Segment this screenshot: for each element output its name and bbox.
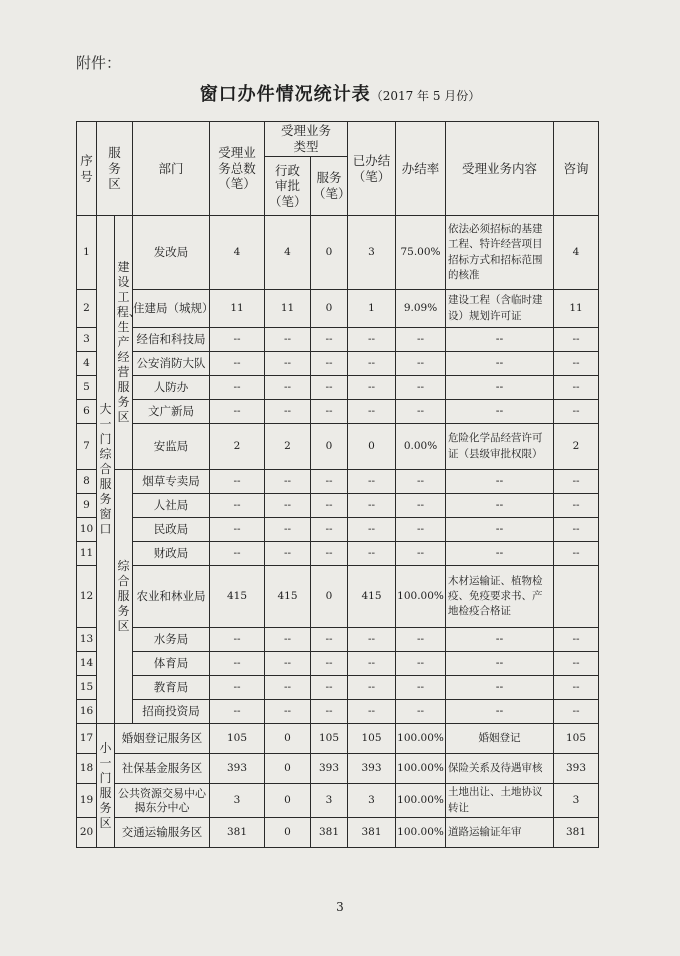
table-row — [77, 818, 599, 848]
row-completed: 105 — [348, 724, 396, 754]
row-total: 11 — [210, 290, 265, 328]
row-seq: 12 — [77, 566, 97, 628]
row-total: -- — [210, 700, 265, 724]
row-rate: 100.00% — [396, 818, 446, 848]
row-content: -- — [446, 400, 554, 424]
row-completed: -- — [348, 628, 396, 652]
row-content: 婚姻登记 — [446, 724, 554, 754]
row-total: -- — [210, 518, 265, 542]
row-seq: 20 — [77, 818, 97, 848]
col-type-group: 受理业务类型 — [265, 122, 348, 157]
row-consult: -- — [554, 652, 599, 676]
row-rate: -- — [396, 676, 446, 700]
row-completed: -- — [348, 652, 396, 676]
row-consult: -- — [554, 628, 599, 652]
row-completed: -- — [348, 376, 396, 400]
row-service: -- — [311, 400, 348, 424]
row-consult: -- — [554, 470, 599, 494]
row-seq: 17 — [77, 724, 97, 754]
row-seq: 15 — [77, 676, 97, 700]
row-total: -- — [210, 352, 265, 376]
row-department: 发改局 — [133, 216, 210, 290]
row-content: -- — [446, 676, 554, 700]
row-content: -- — [446, 700, 554, 724]
row-completed: 3 — [348, 216, 396, 290]
row-consult: 4 — [554, 216, 599, 290]
row-consult: -- — [554, 352, 599, 376]
row-rate: -- — [396, 494, 446, 518]
row-admin-approval: 0 — [265, 784, 311, 818]
table-row — [77, 754, 599, 784]
row-completed: -- — [348, 676, 396, 700]
row-rate: -- — [396, 542, 446, 566]
zone-construction — [115, 216, 141, 470]
row-service: 393 — [311, 754, 348, 784]
row-seq: 19 — [77, 784, 97, 818]
row-consult: 381 — [554, 818, 599, 848]
row-seq: 18 — [77, 754, 97, 784]
row-content: -- — [446, 328, 554, 352]
row-service: -- — [311, 652, 348, 676]
row-total: 381 — [210, 818, 265, 848]
row-admin-approval: -- — [265, 652, 311, 676]
row-admin-approval: -- — [265, 494, 311, 518]
row-rate: -- — [396, 328, 446, 352]
row-department: 经信和科技局 — [133, 328, 210, 352]
row-seq: 1 — [77, 216, 97, 290]
row-completed: -- — [348, 518, 396, 542]
row-consult: -- — [554, 700, 599, 724]
row-consult: -- — [554, 542, 599, 566]
row-admin-approval: -- — [265, 376, 311, 400]
row-total: 2 — [210, 424, 265, 470]
row-consult: -- — [554, 400, 599, 424]
row-content: -- — [446, 628, 554, 652]
row-total: -- — [210, 542, 265, 566]
zone-small-window — [97, 724, 115, 848]
row-completed: 3 — [348, 784, 396, 818]
row-content: -- — [446, 542, 554, 566]
row-service: -- — [311, 700, 348, 724]
row-seq: 10 — [77, 518, 97, 542]
row-consult: 105 — [554, 724, 599, 754]
row-completed: -- — [348, 494, 396, 518]
row-department: 公共资源交易中心揭东分中心 — [115, 784, 210, 818]
row-department: 烟草专卖局 — [133, 470, 210, 494]
row-completed: -- — [348, 400, 396, 424]
zone-big-window-label: 大一门综合服务窗口 — [99, 402, 112, 536]
row-department: 住建局（城规） — [133, 290, 210, 328]
row-seq: 6 — [77, 400, 97, 424]
title-period: （2017 年 5 月份） — [370, 89, 481, 103]
row-department: 公安消防大队 — [133, 352, 210, 376]
row-admin-approval: -- — [265, 700, 311, 724]
row-content: -- — [446, 352, 554, 376]
table-row — [77, 518, 599, 542]
row-consult: 2 — [554, 424, 599, 470]
row-total: -- — [210, 628, 265, 652]
table-row — [77, 700, 599, 724]
row-content: 危险化学品经营许可证（县级审批权限） — [446, 424, 554, 470]
row-content: -- — [446, 376, 554, 400]
row-consult: -- — [554, 518, 599, 542]
row-service: 105 — [311, 724, 348, 754]
row-total: 3 — [210, 784, 265, 818]
row-service: -- — [311, 518, 348, 542]
table-body — [77, 216, 599, 848]
row-consult: -- — [554, 376, 599, 400]
row-service: -- — [311, 628, 348, 652]
row-total: 415 — [210, 566, 265, 628]
col-total: 受理业务总数（笔） — [210, 122, 265, 216]
table-row — [77, 566, 599, 628]
row-content: -- — [446, 518, 554, 542]
row-service: -- — [311, 328, 348, 352]
col-content: 受理业务内容 — [446, 122, 554, 216]
row-content: -- — [446, 470, 554, 494]
col-admin-approval: 行政审批（笔） — [265, 157, 311, 216]
attachment-label: 附件： — [76, 54, 122, 72]
row-content: -- — [446, 494, 554, 518]
row-content: 土地出让、土地协议转让 — [446, 784, 554, 818]
row-consult: -- — [554, 494, 599, 518]
row-seq: 9 — [77, 494, 97, 518]
row-department: 体育局 — [133, 652, 210, 676]
row-completed: 393 — [348, 754, 396, 784]
col-consult: 咨询 — [554, 122, 599, 216]
row-seq: 7 — [77, 424, 97, 470]
table-row — [77, 352, 599, 376]
table-row — [77, 494, 599, 518]
row-content: 木材运输证、植物检疫、免疫要求书、产地检疫合格证 — [446, 566, 554, 628]
row-service: -- — [311, 376, 348, 400]
row-department: 人防办 — [133, 376, 210, 400]
row-service: -- — [311, 494, 348, 518]
row-seq: 11 — [77, 542, 97, 566]
row-department: 文广新局 — [133, 400, 210, 424]
table-row — [77, 676, 599, 700]
row-admin-approval: 0 — [265, 754, 311, 784]
row-seq: 3 — [77, 328, 97, 352]
row-seq: 16 — [77, 700, 97, 724]
row-rate: -- — [396, 400, 446, 424]
row-department: 婚姻登记服务区 — [115, 724, 210, 754]
row-service: -- — [311, 470, 348, 494]
row-rate: -- — [396, 352, 446, 376]
row-admin-approval: 11 — [265, 290, 311, 328]
row-consult: 3 — [554, 784, 599, 818]
row-completed: 0 — [348, 424, 396, 470]
zone-construction-label: 建设工程、生产经营服务区 — [116, 260, 141, 424]
row-completed: -- — [348, 470, 396, 494]
row-total: 393 — [210, 754, 265, 784]
row-rate: 100.00% — [396, 784, 446, 818]
table-row — [77, 652, 599, 676]
row-admin-approval: -- — [265, 470, 311, 494]
row-rate: -- — [396, 652, 446, 676]
row-completed: 415 — [348, 566, 396, 628]
row-total: -- — [210, 376, 265, 400]
row-total: -- — [210, 328, 265, 352]
col-service: 服务（笔） — [311, 157, 348, 216]
zone-comprehensive-label: 综合服务区 — [117, 559, 130, 633]
row-completed: -- — [348, 352, 396, 376]
row-completed: -- — [348, 328, 396, 352]
row-rate: -- — [396, 470, 446, 494]
col-department: 部门 — [133, 122, 210, 216]
col-completed: 已办结（笔） — [348, 122, 396, 216]
row-rate: 9.09% — [396, 290, 446, 328]
row-department: 教育局 — [133, 676, 210, 700]
table-row — [77, 784, 599, 818]
row-admin-approval: -- — [265, 542, 311, 566]
row-completed: 1 — [348, 290, 396, 328]
row-service: 0 — [311, 424, 348, 470]
row-service: 0 — [311, 216, 348, 290]
row-department: 财政局 — [133, 542, 210, 566]
table-row — [77, 470, 599, 494]
row-department: 农业和林业局 — [133, 566, 210, 628]
zone-big-window — [97, 216, 115, 724]
row-department: 招商投资局 — [133, 700, 210, 724]
col-rate: 办结率 — [396, 122, 446, 216]
table-row — [77, 328, 599, 352]
statistics-table — [76, 121, 599, 848]
row-seq: 5 — [77, 376, 97, 400]
table-row — [77, 424, 599, 470]
row-seq: 4 — [77, 352, 97, 376]
zone-comprehensive — [115, 470, 133, 724]
row-seq: 2 — [77, 290, 97, 328]
row-admin-approval: -- — [265, 628, 311, 652]
row-admin-approval: -- — [265, 518, 311, 542]
row-content: -- — [446, 652, 554, 676]
row-total: -- — [210, 400, 265, 424]
row-department: 交通运输服务区 — [115, 818, 210, 848]
row-seq: 13 — [77, 628, 97, 652]
col-service-zone: 服务区 — [97, 122, 133, 216]
table-row — [77, 724, 599, 754]
row-completed: -- — [348, 700, 396, 724]
row-completed: -- — [348, 542, 396, 566]
row-total: -- — [210, 652, 265, 676]
col-seq: 序号 — [77, 122, 97, 216]
row-seq: 14 — [77, 652, 97, 676]
row-total: -- — [210, 494, 265, 518]
row-rate: 75.00% — [396, 216, 446, 290]
row-service: 0 — [311, 290, 348, 328]
row-department: 人社局 — [133, 494, 210, 518]
row-admin-approval: 0 — [265, 818, 311, 848]
row-consult — [554, 566, 599, 628]
row-service: -- — [311, 352, 348, 376]
row-total: 4 — [210, 216, 265, 290]
row-total: -- — [210, 676, 265, 700]
row-completed: 381 — [348, 818, 396, 848]
row-admin-approval: 4 — [265, 216, 311, 290]
row-admin-approval: -- — [265, 676, 311, 700]
header-row-1 — [77, 122, 599, 157]
row-admin-approval: -- — [265, 400, 311, 424]
row-rate: -- — [396, 376, 446, 400]
row-rate: 100.00% — [396, 566, 446, 628]
row-rate: 100.00% — [396, 724, 446, 754]
table-row — [77, 376, 599, 400]
page-number: 3 — [336, 900, 344, 914]
row-rate: -- — [396, 628, 446, 652]
row-rate: -- — [396, 700, 446, 724]
row-total: 105 — [210, 724, 265, 754]
row-content: 建设工程（含临时建设）规划许可证 — [446, 290, 554, 328]
row-service: 3 — [311, 784, 348, 818]
row-consult: 393 — [554, 754, 599, 784]
row-service: 0 — [311, 566, 348, 628]
row-content: 依法必须招标的基建工程、特许经营项目招标方式和招标范围的核准 — [446, 216, 554, 290]
zone-small-window-label: 小一门服务区 — [99, 740, 112, 830]
row-content: 道路运输证年审 — [446, 818, 554, 848]
title-text: 窗口办件情况统计表 — [199, 84, 371, 105]
row-service: -- — [311, 676, 348, 700]
row-content: 保险关系及待遇审核 — [446, 754, 554, 784]
row-service: -- — [311, 542, 348, 566]
row-rate: 100.00% — [396, 754, 446, 784]
page-title — [0, 80, 680, 106]
row-consult: -- — [554, 328, 599, 352]
table-row — [77, 216, 599, 290]
row-seq: 8 — [77, 470, 97, 494]
row-department: 安监局 — [133, 424, 210, 470]
row-admin-approval: 415 — [265, 566, 311, 628]
row-admin-approval: -- — [265, 352, 311, 376]
row-rate: -- — [396, 518, 446, 542]
row-admin-approval: -- — [265, 328, 311, 352]
row-department: 水务局 — [133, 628, 210, 652]
row-admin-approval: 0 — [265, 724, 311, 754]
table-row — [77, 290, 599, 328]
row-consult: -- — [554, 676, 599, 700]
table-row — [77, 628, 599, 652]
row-department: 社保基金服务区 — [115, 754, 210, 784]
row-department: 民政局 — [133, 518, 210, 542]
row-rate: 0.00% — [396, 424, 446, 470]
table-row — [77, 400, 599, 424]
row-total: -- — [210, 470, 265, 494]
row-admin-approval: 2 — [265, 424, 311, 470]
row-consult: 11 — [554, 290, 599, 328]
table-row — [77, 542, 599, 566]
row-service: 381 — [311, 818, 348, 848]
